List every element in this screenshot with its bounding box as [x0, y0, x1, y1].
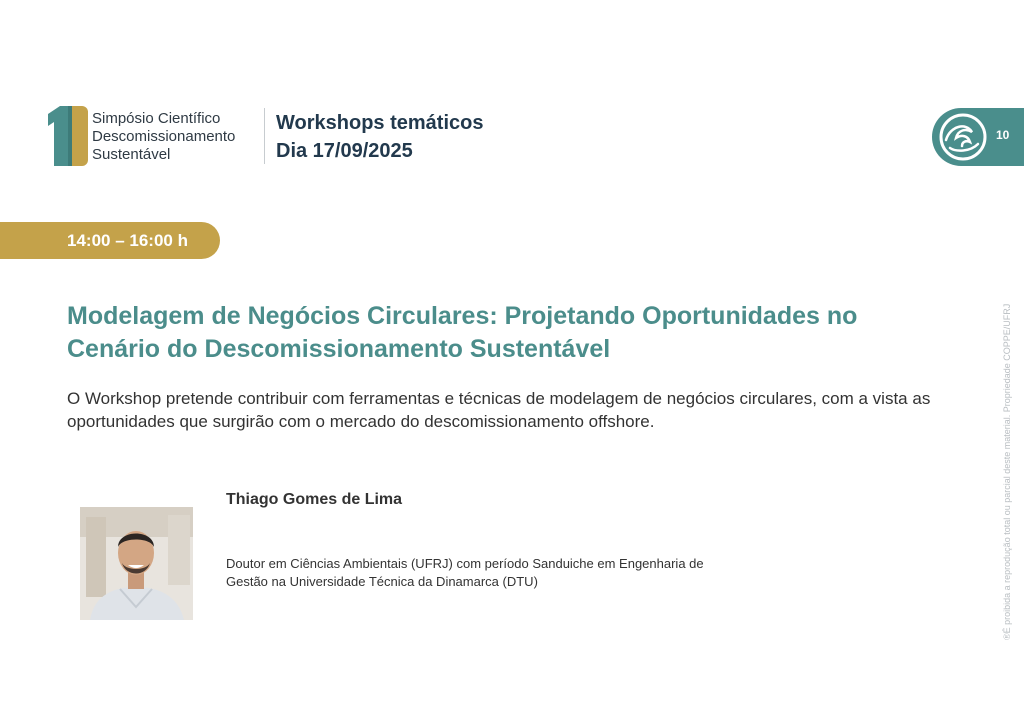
speaker-bio: Doutor em Ciências Ambientais (UFRJ) com período Sanduiche em Engenharia de Gestão na Universidade Técnica da Dinamarca (DTU): [226, 556, 704, 589]
wave-logo-icon: [936, 112, 990, 162]
event-logo-text: [92, 110, 235, 164]
page-number-tab: [932, 108, 1024, 166]
logo-line-3: Sustentável: [92, 146, 171, 163]
logo-line-2: Descomissionamento: [92, 128, 236, 145]
speaker-name: Thiago Gomes de Lima: [226, 491, 403, 508]
header-title: [276, 109, 483, 165]
numeral-one-logo-icon: [48, 106, 88, 166]
session-time-badge: [0, 222, 220, 259]
speaker-photo: [80, 507, 193, 620]
workshop-description: O Workshop pretende contribuir com ferramentas e técnicas de modelagem de negócios circulares, com a vista as oportunidades que surgirão com o mercado do descomissionamento offshore.: [67, 389, 931, 431]
session-time: 14:00 – 16:00 h: [67, 231, 188, 250]
workshop-title: Modelagem de Negócios Circulares: Projetando Oportunidades no Cenário do Descomissionamento Sustentável: [67, 302, 858, 363]
header-title-line-2: Dia 17/09/2025: [276, 140, 413, 162]
header-divider: [264, 108, 265, 164]
copyright-notice: ®É proibida a reprodução total ou parcial deste material. Propriedade COPPE/UFRJ: [1002, 303, 1012, 640]
page-number: 10: [996, 128, 1010, 142]
logo-line-1: Simpósio Científico: [92, 110, 221, 127]
header-title-line-1: Workshops temáticos: [276, 112, 484, 134]
